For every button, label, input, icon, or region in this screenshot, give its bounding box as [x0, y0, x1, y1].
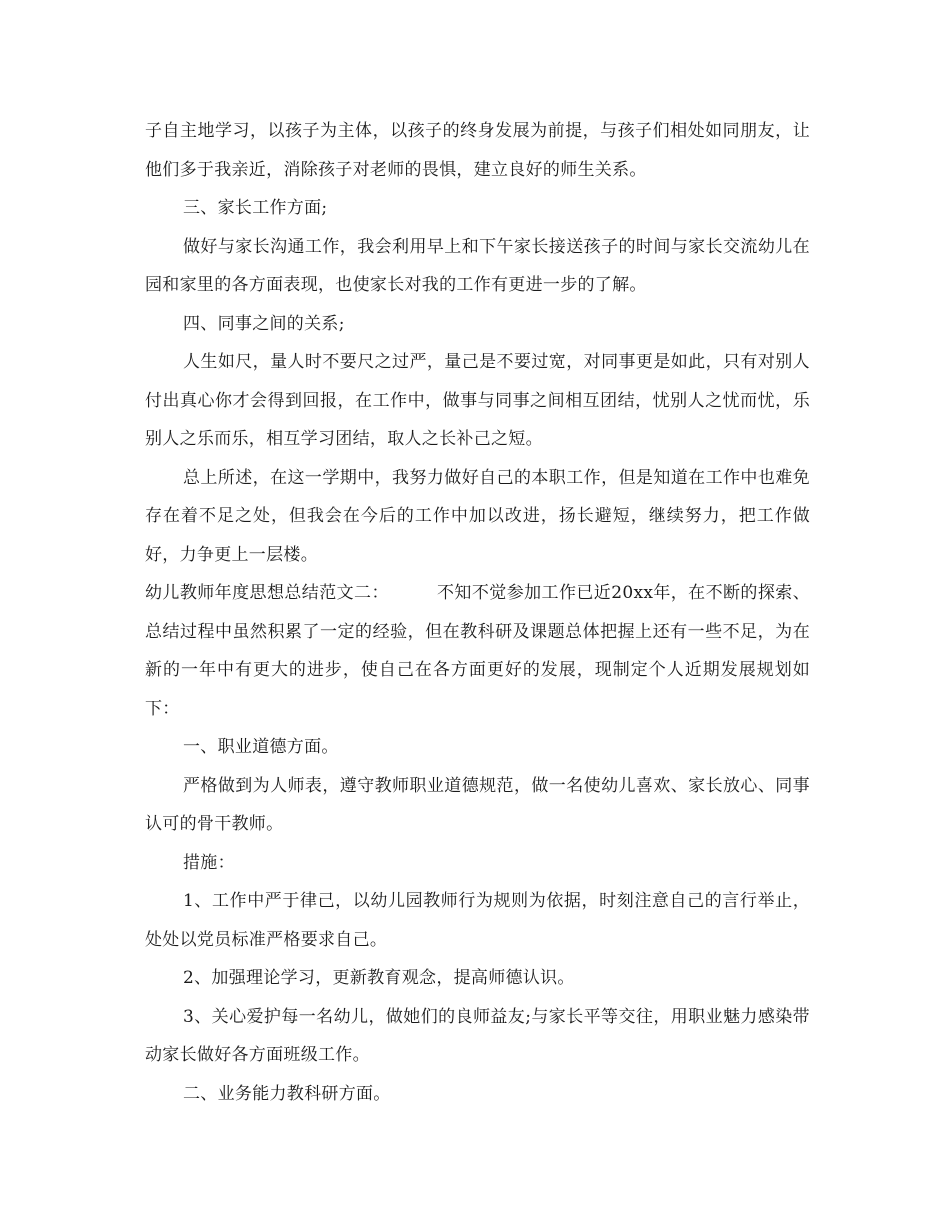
heading-parent-work: 三、家长工作方面; [183, 198, 328, 218]
paragraph-parent-work: 做好与家长沟通工作，我会利用早上和下午家长接送孩子的时间与家长交流幼儿在园和家里的各方面表现，也使家长对我的工作有更进一步的了解。 [145, 236, 810, 295]
paragraph-continuation: 子自主地学习，以孩子为主体，以孩子的终身发展为前提，与孩子们相处如同朋友，让他们多于我亲近，消除孩子对老师的畏惧，建立良好的师生关系。 [145, 121, 810, 180]
heading-professional-ethics: 一、职业道德方面。 [183, 737, 339, 757]
heading-colleague-relations: 四、同事之间的关系; [183, 313, 345, 334]
paragraph-summary: 总上所述，在这一学期中，我努力做好自己的本职工作，但是知道在工作中也难免存在着不足之处，但我会在今后的工作中加以改进，扬长避短，继续努力，把工作做好，力争更上一层楼。 [145, 467, 810, 565]
measure-item-1: 1、工作中严于律己，以幼儿园教师行为规则为依据，时刻注意自己的言行举止，处处以党员标准严格要求自己。 [145, 891, 810, 950]
section-two-body: 不知不觉参加工作已近20xx年，在不断的探索、总结过程中虽然积累了一定的经验，但在教科研及课题总体把握上还有一些不足，为在新的一年中有更大的进步，使自己在各方面更好的发展，现制定个人近期发展规划如下： [145, 583, 810, 719]
paragraph-professional-ethics: 严格做到为人师表，遵守教师职业道德规范，做一名使幼儿喜欢、家长放心、同事认可的骨干教师。 [145, 775, 810, 834]
paragraph-colleague-relations: 人生如尺，量人时不要尺之过严，量己是不要过宽，对同事更是如此，只有对别人付出真心你才会得到回报，在工作中，做事与同事之间相互团结，忧别人之忧而忧，乐别人之乐而乐，相互学习团结，取人之长补己之短。 [145, 352, 810, 449]
section-two [145, 574, 810, 728]
measure-item-2: 2、加强理论学习，更新教育观念，提高师德认识。 [183, 968, 575, 988]
document-body [145, 112, 810, 1113]
section-two-title: 幼儿教师年度思想总结范文二： [145, 583, 389, 603]
measure-item-3: 3、关心爱护每一名幼儿，做她们的良师益友;与家长平等交往，用职业魅力感染带动家长做好各方面班级工作。 [145, 1006, 810, 1065]
heading-measures: 措施： [183, 852, 235, 873]
heading-research-ability: 二、业务能力教科研方面。 [183, 1083, 391, 1104]
